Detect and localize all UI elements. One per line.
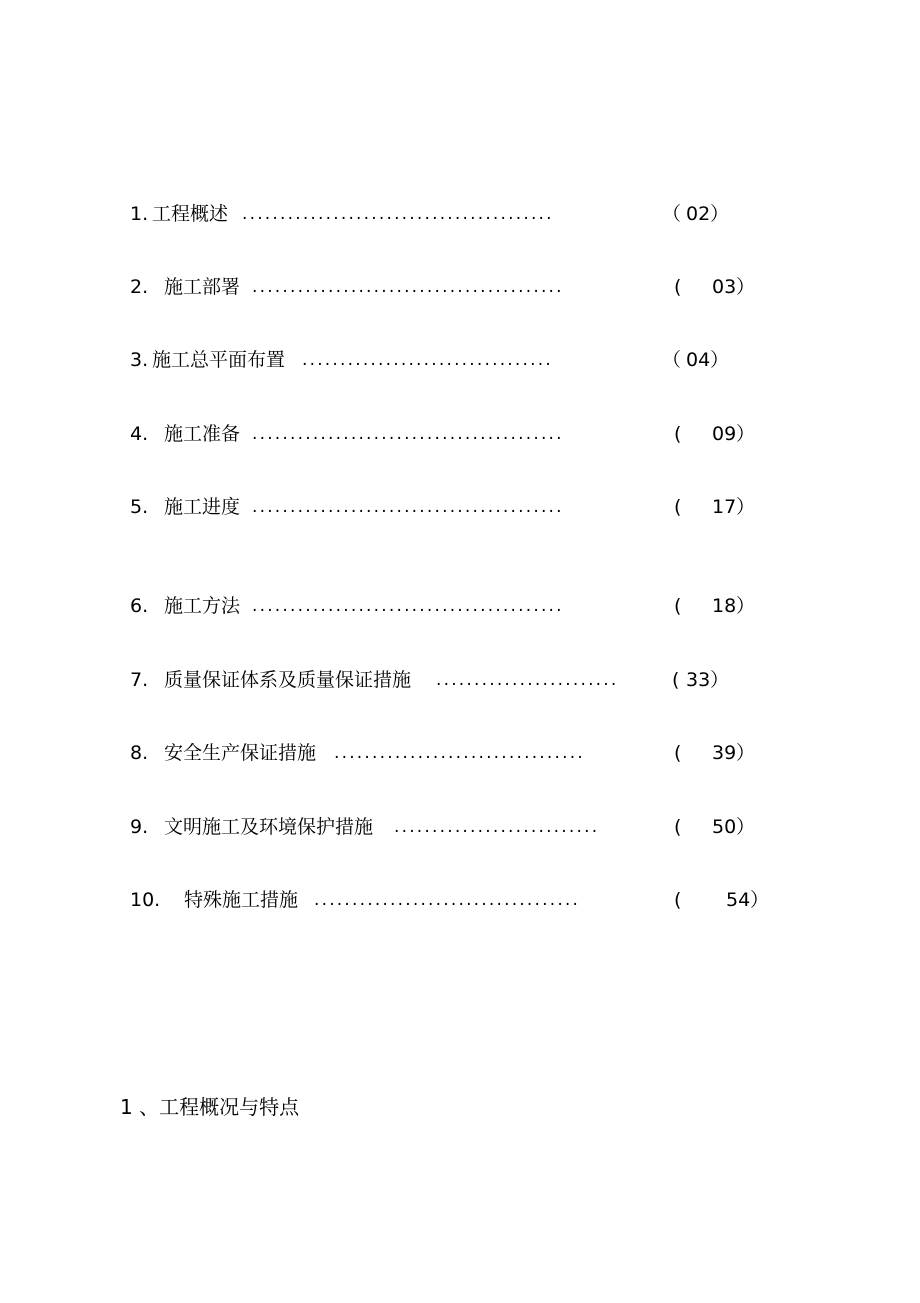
toc-page-number: 02: [686, 203, 711, 225]
toc-leader-dots: .........................................: [252, 277, 564, 297]
section-heading: 1 、工程概况与特点: [120, 1095, 300, 1119]
toc-entry-number: 4.: [130, 423, 149, 445]
toc-close-paren: ）: [736, 276, 756, 298]
toc-leader-dots: .........................................: [252, 596, 564, 616]
toc-leader-dots: ...........................: [394, 817, 600, 837]
toc-entry-number: 3.: [130, 349, 149, 371]
toc-entry-title: 文明施工及环境保护措施: [164, 816, 374, 838]
toc-page-number: 17: [712, 496, 737, 518]
toc-entry-title: 安全生产保证措施: [164, 742, 317, 764]
toc-open-paren: (: [674, 816, 682, 838]
toc-close-paren: ）: [736, 742, 756, 764]
toc-close-paren: ）: [710, 203, 730, 225]
toc-open-paren: (: [674, 889, 682, 911]
toc-leader-dots: .........................................: [252, 497, 564, 517]
toc-entry-number: 7.: [130, 669, 149, 691]
toc-leader-dots: ........................: [436, 670, 619, 690]
toc-entry-title: 工程概述: [152, 203, 229, 225]
toc-entry-number: 1.: [130, 203, 149, 225]
toc-close-paren: ）: [750, 889, 770, 911]
toc-entry-number: 10.: [130, 889, 161, 911]
toc-leader-dots: ...................................: [314, 890, 581, 910]
toc-close-paren: ）: [736, 496, 756, 518]
toc-entry-title: 特殊施工措施: [184, 889, 299, 911]
toc-leader-dots: .................................: [334, 743, 585, 763]
toc-entry-title: 施工方法: [164, 595, 241, 617]
toc-page-number: 33: [686, 669, 711, 691]
toc-page-number: 39: [712, 742, 737, 764]
toc-open-paren: (: [674, 423, 682, 445]
toc-close-paren: ）: [736, 816, 756, 838]
toc-leader-dots: .........................................: [242, 204, 554, 224]
toc-open-paren: (: [674, 276, 682, 298]
toc-entry-title: 施工进度: [164, 496, 241, 518]
toc-close-paren: ）: [710, 669, 730, 691]
toc-close-paren: ）: [736, 595, 756, 617]
toc-page-number: 04: [686, 349, 711, 371]
toc-open-paren: (: [674, 496, 682, 518]
toc-open-paren: （: [662, 349, 682, 371]
toc-entry-title: 质量保证体系及质量保证措施: [164, 669, 412, 691]
toc-leader-dots: .........................................: [252, 424, 564, 444]
toc-entry-number: 8.: [130, 742, 149, 764]
toc-close-paren: ）: [710, 349, 730, 371]
toc-entry-title: 施工准备: [164, 423, 241, 445]
toc-open-paren: (: [674, 595, 682, 617]
toc-open-paren: （: [662, 203, 682, 225]
toc-page-number: 50: [712, 816, 737, 838]
toc-page-number: 54: [726, 889, 751, 911]
toc-entry-number: 9.: [130, 816, 149, 838]
toc-open-paren: (: [674, 742, 682, 764]
toc-close-paren: ）: [736, 423, 756, 445]
toc-entry-number: 6.: [130, 595, 149, 617]
toc-entry-number: 2.: [130, 276, 149, 298]
toc-page-number: 03: [712, 276, 737, 298]
toc-entry-number: 5.: [130, 496, 149, 518]
toc-page-number: 18: [712, 595, 737, 617]
toc-entry-title: 施工部署: [164, 276, 241, 298]
toc-page-number: 09: [712, 423, 737, 445]
toc-entry-title: 施工总平面布置: [152, 349, 286, 371]
toc-open-paren: (: [672, 669, 680, 691]
toc-leader-dots: .................................: [302, 350, 553, 370]
